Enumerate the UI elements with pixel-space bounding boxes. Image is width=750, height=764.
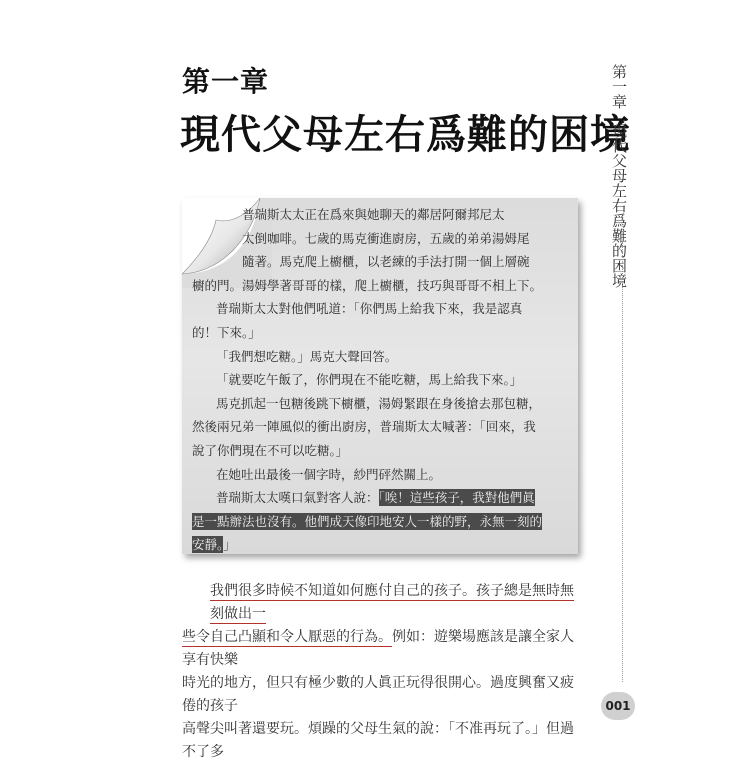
body-line: 例如：遊樂場應該是讓全家人享有快樂 <box>182 629 574 668</box>
story-line: 」 <box>223 537 236 553</box>
story-line: 說了你們現在不可以吃糖。」 <box>192 442 349 458</box>
body-line: 高聲尖叫著還要玩。煩躁的父母生氣的說：「不准再玩了。」但過不了多 <box>182 721 574 760</box>
story-line: 的！下來。」 <box>192 324 261 340</box>
running-header <box>606 64 628 288</box>
underlined-sentence: 我們很多時候不知道如何應付自己的孩子。孩子總是無時無刻做出一 <box>210 583 574 622</box>
highlighted-quote: 安靜。 <box>192 537 224 553</box>
story-text <box>192 203 576 557</box>
highlighted-quote: 是一點辦法也沒有。他們成天像印地安人一樣的野，永無一刻的 <box>192 513 543 529</box>
story-line: 櫥的門。湯姆學著哥哥的樣，爬上櫥櫃，技巧與哥哥不相上下。 <box>192 277 543 293</box>
underlined-sentence: 些令自己凸顯和令人厭惡的行為。 <box>182 629 392 645</box>
story-line: 在她吐出最後一個字時，紗門砰然關上。 <box>216 466 442 482</box>
story-line: 普瑞斯太太嘆口氣對客人說： <box>216 490 379 506</box>
side-divider <box>622 242 623 682</box>
story-line: 普瑞斯太太正在爲來與她聊天的鄰居阿爾邦尼太 <box>242 207 505 222</box>
story-line: 馬克抓起一包糖後跳下櫥櫃，湯姆緊跟在身後搶去那包糖， <box>216 395 542 411</box>
body-text <box>182 580 580 764</box>
story-line: 「我們想吃糖。」馬克大聲回答。 <box>216 348 398 364</box>
chapter-title: 現代父母左右爲難的困境 <box>180 112 631 158</box>
running-header-chapter: 第一章 <box>610 64 628 109</box>
story-line: 「就要吃午飯了，你們現在不能吃糖，馬上給我下來。」 <box>216 372 523 388</box>
page-number: 001 <box>601 692 635 720</box>
running-header-title: 現代父母左右爲難的困境 <box>610 123 628 288</box>
body-line: 時光的地方，但只有極少數的人眞正玩得很開心。過度興奮又疲倦的孩子 <box>182 675 574 714</box>
story-line: 隨著。馬克爬上櫥櫃，以老練的手法打開一個上層碗 <box>242 254 530 270</box>
story-line: 太倒咖啡。七歲的馬克衝進廚房，五歲的弟弟湯姆尾 <box>242 230 530 246</box>
chapter-label: 第一章 <box>182 65 270 98</box>
highlighted-quote: 「唉！這些孩子，我對他們眞 <box>378 490 535 506</box>
story-line: 普瑞斯太太對他們吼道：「你們馬上給我下來，我是認真 <box>216 301 523 317</box>
story-line: 然後兩兄弟一陣風似的衝出廚房，普瑞斯太太喊著：「回來，我 <box>192 419 536 435</box>
